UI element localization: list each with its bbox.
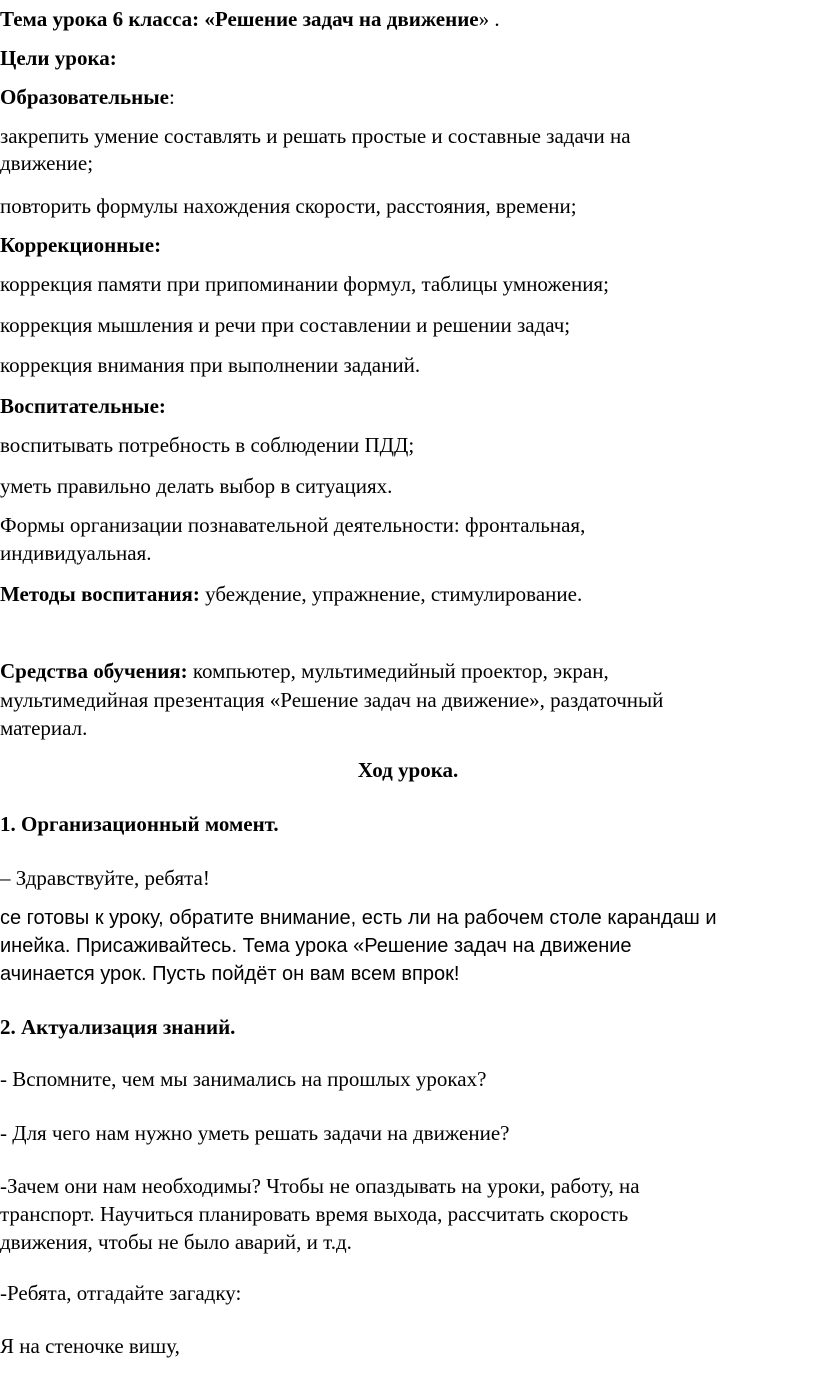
correctional-item: коррекция мышления и речи при составлении и решении задач; [0, 313, 571, 337]
forms-line: Формы организации познавательной деятельности: фронтальная, [0, 513, 586, 537]
riddle-intro: -Ребята, отгадайте загадку: [0, 1281, 242, 1305]
answer-line: -Зачем они нам необходимы? Чтобы не опаздывать на уроки, работу, на [0, 1174, 640, 1198]
title-suffix: » . [478, 7, 500, 31]
educational-item: движение; [0, 151, 94, 175]
section1-heading: 1. Организационный момент. [0, 812, 279, 836]
section1-text-line: инейка. Присаживайтесь. Тема урока «Решение задач на движение [0, 935, 632, 957]
course-heading: Ход урока. [357, 758, 459, 782]
means-label: Средства обучения: [0, 659, 188, 683]
section1-text-line: ачинается урок. Пусть пойдёт он вам всем впрок! [0, 963, 460, 985]
means-continuation: материал. [0, 716, 88, 740]
educational-colon: : [168, 85, 175, 109]
methods-label: Методы воспитания: [0, 582, 200, 606]
methods-line [0, 580, 582, 609]
title-prefix: Тема урока 6 класса: « [0, 7, 215, 31]
lesson-title [0, 5, 500, 34]
correctional-heading: Коррекционные: [0, 233, 162, 257]
means-line [0, 657, 609, 686]
question: - Вспомните, чем мы занимались на прошлых уроках? [0, 1067, 487, 1091]
section1-text-line: се готовы к уроку, обратите внимание, есть ли на рабочем столе карандаш и [0, 907, 717, 929]
methods-text: убеждение, упражнение, стимулирование. [199, 582, 583, 606]
riddle-line: Я на стеночке вишу, [0, 1334, 180, 1358]
goals-heading: Цели урока: [0, 46, 117, 70]
forms-line: индивидуальная. [0, 541, 152, 565]
section2-heading: 2. Актуализация знаний. [0, 1015, 236, 1039]
upbringing-item: воспитывать потребность в соблюдении ПДД; [0, 433, 415, 457]
means-continuation: мультимедийная презентация «Решение задач на движение», раздаточный [0, 688, 664, 712]
educational-item: закрепить умение составлять и решать простые и составные задачи на [0, 124, 631, 148]
means-text: компьютер, мультимедийный проектор, экран, [187, 659, 609, 683]
correctional-item: коррекция памяти при припоминании формул, таблицы умножения; [0, 272, 609, 296]
upbringing-heading: Воспитательные: [0, 394, 166, 418]
answer-line: движения, чтобы не было аварий, и т.д. [0, 1230, 352, 1254]
educational-heading: Образовательные [0, 85, 169, 109]
question: - Для чего нам нужно уметь решать задачи на движение? [0, 1121, 510, 1145]
correctional-item: коррекция внимания при выполнении заданий. [0, 353, 421, 377]
greeting: – Здравствуйте, ребята! [0, 866, 210, 890]
title-topic: Решение задач на движение [214, 7, 479, 31]
upbringing-item: уметь правильно делать выбор в ситуациях. [0, 474, 393, 498]
educational-heading-line [0, 83, 175, 112]
educational-item: повторить формулы нахождения скорости, расстояния, времени; [0, 194, 577, 218]
answer-line: транспорт. Научиться планировать время выхода, рассчитать скорость [0, 1202, 629, 1226]
